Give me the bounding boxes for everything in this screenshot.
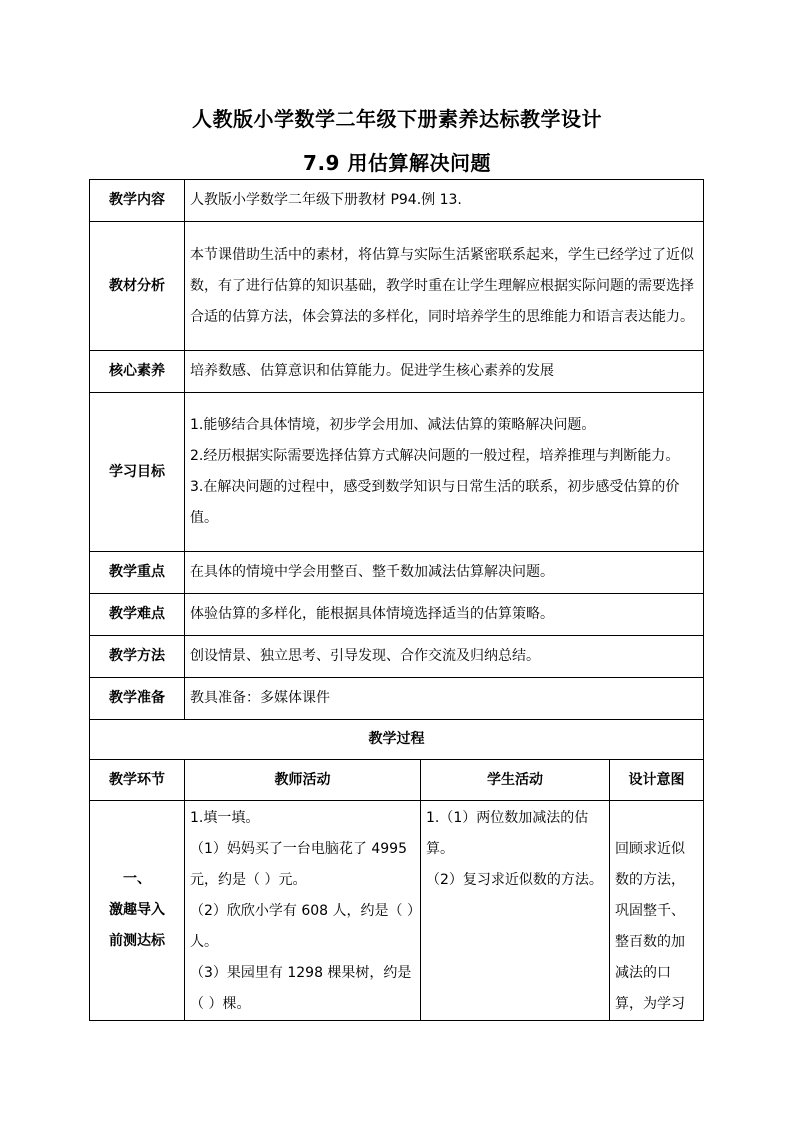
table-row (90, 678, 704, 720)
process-title: 教学过程 (90, 720, 704, 760)
column-header: 教师活动 (185, 760, 421, 801)
row-content: 人教版小学数学二年级下册教材 P94.例 13. (185, 180, 704, 222)
stage-name: 激趣导入 (109, 902, 165, 918)
row-label: 核心素养 (90, 351, 185, 393)
table-row (90, 351, 704, 393)
teacher-activity (185, 801, 421, 1021)
teacher-item: （2）欣欣小学有 608 人，约是（ ）人。 (190, 903, 414, 950)
table-row (90, 636, 704, 678)
table-row (90, 720, 704, 760)
table-row (90, 801, 704, 1021)
teacher-item: （3）果园里有 1298 棵果树，约是（ ）棵。 (190, 965, 412, 1012)
table-row (90, 552, 704, 594)
row-label: 教学内容 (90, 180, 185, 222)
table-row (90, 393, 704, 552)
objective-item: 1.能够结合具体情境，初步学会用加、减法估算的策略解决问题。 (190, 417, 596, 433)
teacher-item: （1）妈妈买了一台电脑花了 4995元，约是（ ）元。 (190, 841, 407, 888)
row-label: 教材分析 (90, 222, 185, 351)
stage-number: 一、 (123, 871, 151, 887)
row-content: 教具准备：多媒体课件 (185, 678, 704, 720)
stage-cell (90, 801, 185, 1021)
document-subtitle: 7.9 用估算解决问题 (303, 151, 491, 175)
table-row (90, 222, 704, 351)
design-intent: 回顾求近似数的方法，巩固整千、整百数的加减法的口算，为学习 (610, 801, 704, 1021)
table-row (90, 594, 704, 636)
teacher-item: 1.填一填。 (190, 810, 260, 826)
row-content: 培养数感、估算意识和估算能力。促进学生核心素养的发展 (185, 351, 704, 393)
table-row (90, 180, 704, 222)
row-label: 教学难点 (90, 594, 185, 636)
lesson-plan-table (89, 179, 704, 1021)
row-content: 体验估算的多样化，能根据具体情境选择适当的估算策略。 (185, 594, 704, 636)
table-row (90, 760, 704, 801)
row-content (185, 393, 704, 552)
stage-name: 前测达标 (109, 933, 165, 949)
objective-item: 2.经历根据实际需要选择估算方式解决问题的一般过程，培养推理与判断能力。 (190, 448, 680, 464)
document-title: 人教版小学数学二年级下册素养达标教学设计 (192, 107, 602, 131)
column-header: 学生活动 (421, 760, 610, 801)
column-header: 教学环节 (90, 760, 185, 801)
row-label: 教学重点 (90, 552, 185, 594)
row-content: 本节课借助生活中的素材，将估算与实际生活紧密联系起来，学生已经学过了近似数，有了进行估算的知识基础，教学时重在让学生理解应根据实际问题的需要选择合适的估算方法，体会算法的多样化，同时培养学生的思维能力和语言表达能力。 (185, 222, 704, 351)
student-item: 1.（1）两位数加减法的估算。 (426, 810, 589, 857)
column-header: 设计意图 (610, 760, 704, 801)
objective-item: 3.在解决问题的过程中，感受到数学知识与日常生活的联系，初步感受估算的价值。 (190, 479, 680, 526)
row-label: 教学方法 (90, 636, 185, 678)
row-content: 创设情景、独立思考、引导发现、合作交流及归纳总结。 (185, 636, 704, 678)
row-label: 学习目标 (90, 393, 185, 552)
student-activity (421, 801, 610, 1021)
student-item: （2）复习求近似数的方法。 (426, 872, 603, 888)
row-label: 教学准备 (90, 678, 185, 720)
row-content: 在具体的情境中学会用整百、整千数加减法估算解决问题。 (185, 552, 704, 594)
